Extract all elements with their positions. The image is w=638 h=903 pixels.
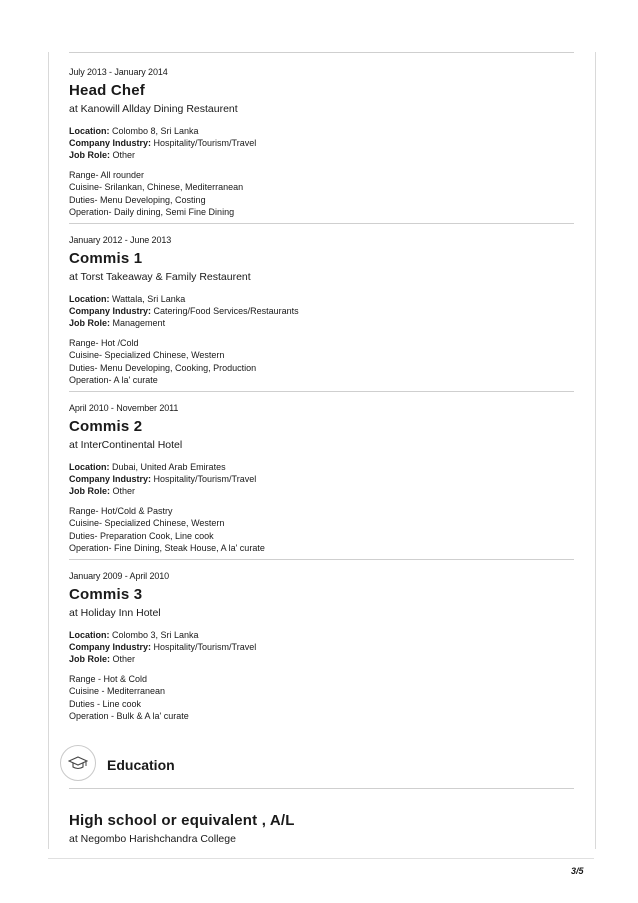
description-line: Duties- Menu Developing, Cooking, Production [69,362,257,373]
divider [69,559,574,560]
description-line: Range - Hot & Cold [69,674,148,684]
job-entry-commis-1 [69,235,574,386]
description-line: Duties- Menu Developing, Costing [69,194,206,205]
job-meta [69,629,574,665]
job-meta [69,293,574,329]
role-label: Job Role: [69,486,111,496]
education-heading: Education [107,757,175,773]
industry-label: Company Industry: [69,138,152,148]
industry-value: Hospitality/Tourism/Travel [153,474,257,484]
job-entry-head-chef [69,67,574,218]
location-value: Colombo 3, Sri Lanka [112,630,199,640]
role-value: Other [112,150,136,160]
description-line: Operation - Bulk & A la' curate [69,710,189,721]
job-meta [69,125,574,161]
job-company: at Holiday Inn Hotel [69,607,161,619]
education-entry-title: High school or equivalent , A/L [69,812,295,829]
footer-divider [48,858,594,859]
job-date: April 2010 - November 2011 [69,403,179,413]
location-value: Dubai, United Arab Emirates [112,462,226,472]
industry-label: Company Industry: [69,642,152,652]
job-date: January 2012 - June 2013 [69,235,172,245]
job-title: Commis 3 [69,586,143,603]
description-line: Range- All rounder [69,170,145,180]
location-value: Colombo 8, Sri Lanka [112,126,199,136]
job-company: at InterContinental Hotel [69,439,183,451]
job-description [69,673,574,722]
description-line: Range- Hot /Cold [69,338,139,348]
job-company: at Kanowill Allday Dining Restaurent [69,103,238,115]
education-entry-school: at Negombo Harishchandra College [69,833,236,845]
job-entry-commis-3 [69,571,574,722]
description-line: Operation- A la' curate [69,374,158,385]
job-title: Head Chef [69,82,145,99]
role-label: Job Role: [69,318,111,328]
job-description [69,169,574,218]
job-entry-commis-2 [69,403,574,554]
description-line: Cuisine - Mediterranean [69,686,166,697]
job-description [69,505,574,554]
role-value: Management [112,318,166,328]
description-line: Range- Hot/Cold & Pastry [69,506,173,516]
education-entry [69,812,574,845]
divider [69,52,574,53]
job-title: Commis 1 [69,250,143,267]
industry-label: Company Industry: [69,474,152,484]
role-label: Job Role: [69,150,111,160]
graduation-cap-icon [60,745,96,781]
description-line: Operation- Daily dining, Semi Fine Dining [69,206,235,217]
job-title: Commis 2 [69,418,143,435]
role-value: Other [112,486,136,496]
description-line: Duties - Line cook [69,698,142,709]
location-label: Location: [69,630,110,640]
description-line: Duties- Preparation Cook, Line cook [69,530,214,541]
divider [69,223,574,224]
industry-value: Catering/Food Services/Restaurants [153,306,299,316]
description-line: Cuisine- Srilankan, Chinese, Mediterranean [69,182,244,193]
location-label: Location: [69,126,110,136]
location-label: Location: [69,294,110,304]
job-company: at Torst Takeaway & Family Restaurent [69,271,251,283]
divider [69,391,574,392]
resume-page [48,52,596,849]
job-meta [69,461,574,497]
job-date: January 2009 - April 2010 [69,571,170,581]
description-line: Operation- Fine Dining, Steak House, A la' curate [69,542,265,553]
description-line: Cuisine- Specialized Chinese, Western [69,350,225,361]
location-label: Location: [69,462,110,472]
job-date: July 2013 - January 2014 [69,67,168,77]
job-description [69,337,574,386]
description-line: Cuisine- Specialized Chinese, Western [69,518,225,529]
page-number: 3/5 [571,866,584,876]
location-value: Wattala, Sri Lanka [112,294,186,304]
divider [69,788,574,789]
industry-value: Hospitality/Tourism/Travel [153,642,257,652]
industry-label: Company Industry: [69,306,152,316]
role-label: Job Role: [69,654,111,664]
role-value: Other [112,654,136,664]
industry-value: Hospitality/Tourism/Travel [153,138,257,148]
